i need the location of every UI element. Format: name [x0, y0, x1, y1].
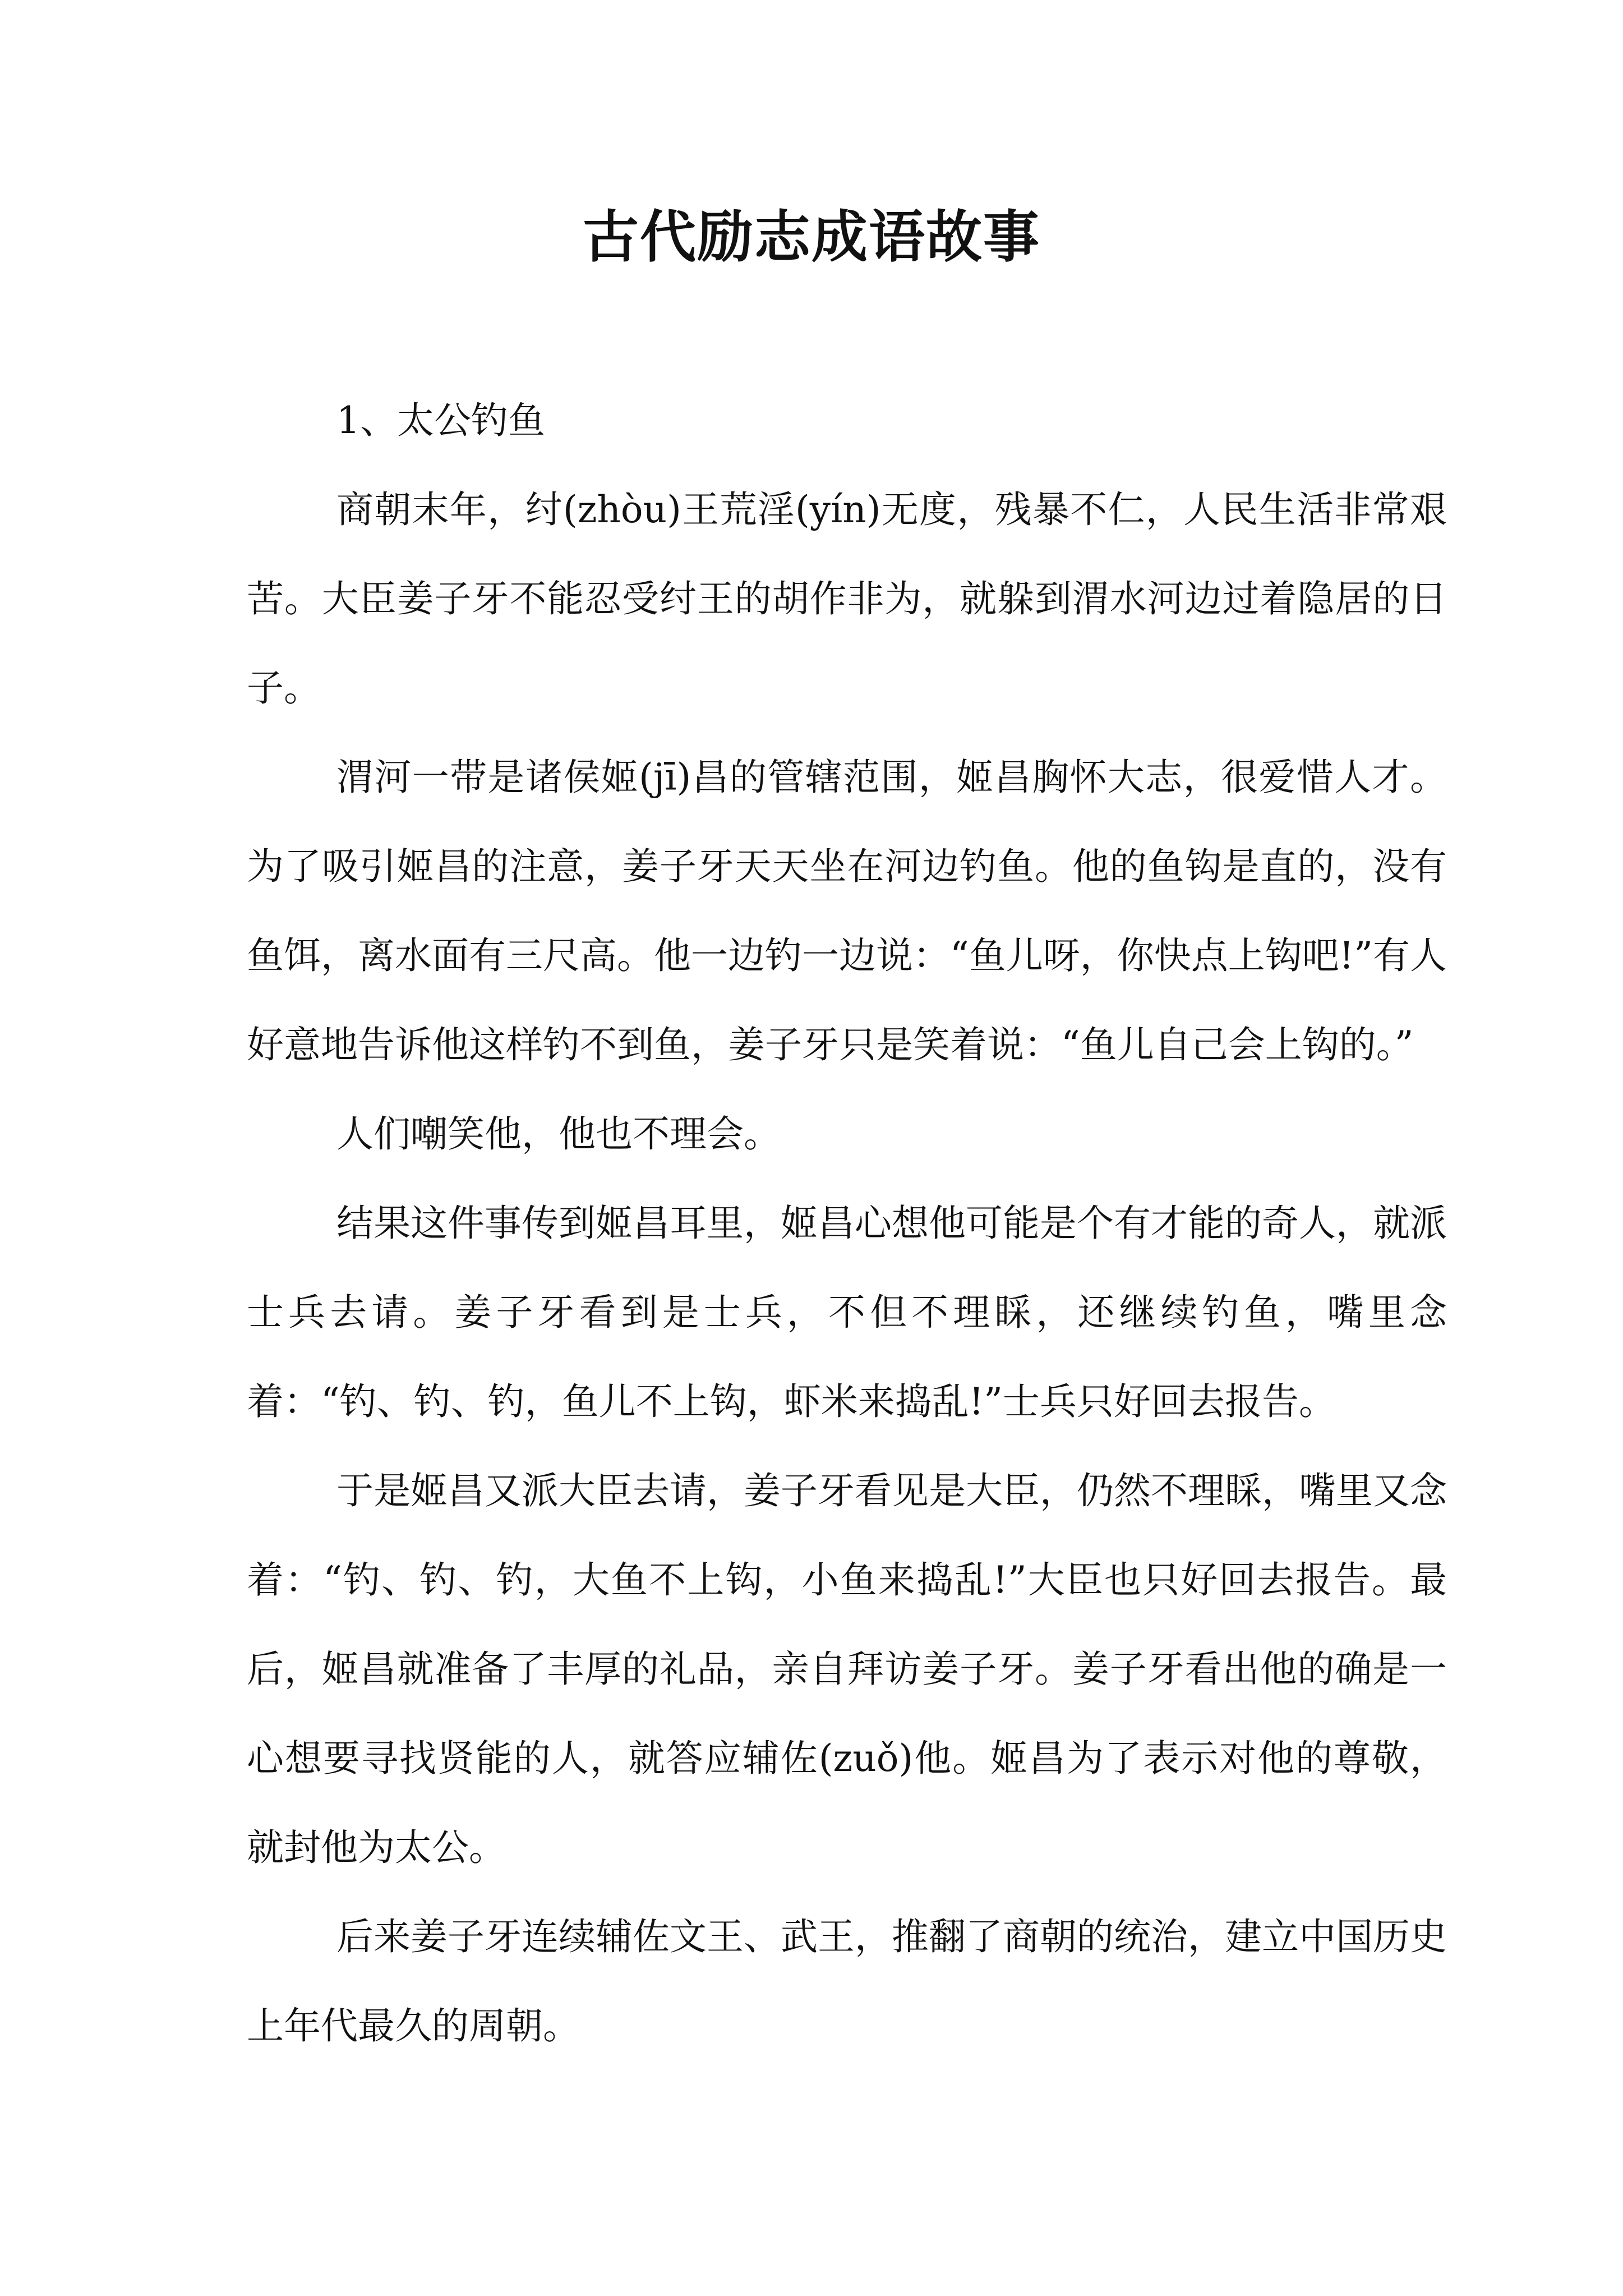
section-heading: 1、太公钓鱼: [336, 399, 545, 442]
paragraph: 商朝末年，纣(zhòu)王荒淫(yín)无度，残暴不仁，人民生活非常艰苦。大臣姜子牙不能忍受纣王的胡作非为，就躲到渭水河边过着隐居的日子。: [247, 488, 1447, 710]
paragraph: 结果这件事传到姬昌耳里，姬昌心想他可能是个有才能的奇人，就派士兵去请。姜子牙看到是士兵，不但不理睬，还继续钓鱼，嘴里念着：“钓、钓、钓，鱼儿不上钩，虾米来捣乱!”士兵只好回去报告。: [247, 1202, 1447, 1423]
paragraph: 渭河一带是诸侯姬(jī)昌的管辖范围，姬昌胸怀大志，很爱惜人才。为了吸引姬昌的注意，姜子牙天天坐在河边钓鱼。他的鱼钩是直的，没有鱼饵，离水面有三尺高。他一边钓一边说：“鱼儿呀，你快点上钩吧!”有人好意地告诉他这样钓不到鱼，姜子牙只是笑着说：“鱼儿自己会上钩的。”: [247, 756, 1447, 1066]
paragraph: 人们嘲笑他，他也不理会。: [336, 1112, 781, 1156]
paragraph: 后来姜子牙连续辅佐文王、武王，推翻了商朝的统治，建立中国历史上年代最久的周朝。: [247, 1915, 1447, 2047]
paragraph: 于是姬昌又派大臣去请，姜子牙看见是大臣，仍然不理睬，嘴里又念着：“钓、钓、钓，大鱼不上钩，小鱼来捣乱!”大臣也只好回去报告。最后，姬昌就准备了丰厚的礼品，亲自拜访姜子牙。姜子牙看出他的确是一心想要寻找贤能的人，就答应辅佐(zuǒ)他。姬昌为了表示对他的尊敬，就封他为太公。: [247, 1469, 1447, 1869]
document-title: 古代励志成语故事: [583, 204, 1040, 270]
document-body: [247, 376, 1447, 2070]
